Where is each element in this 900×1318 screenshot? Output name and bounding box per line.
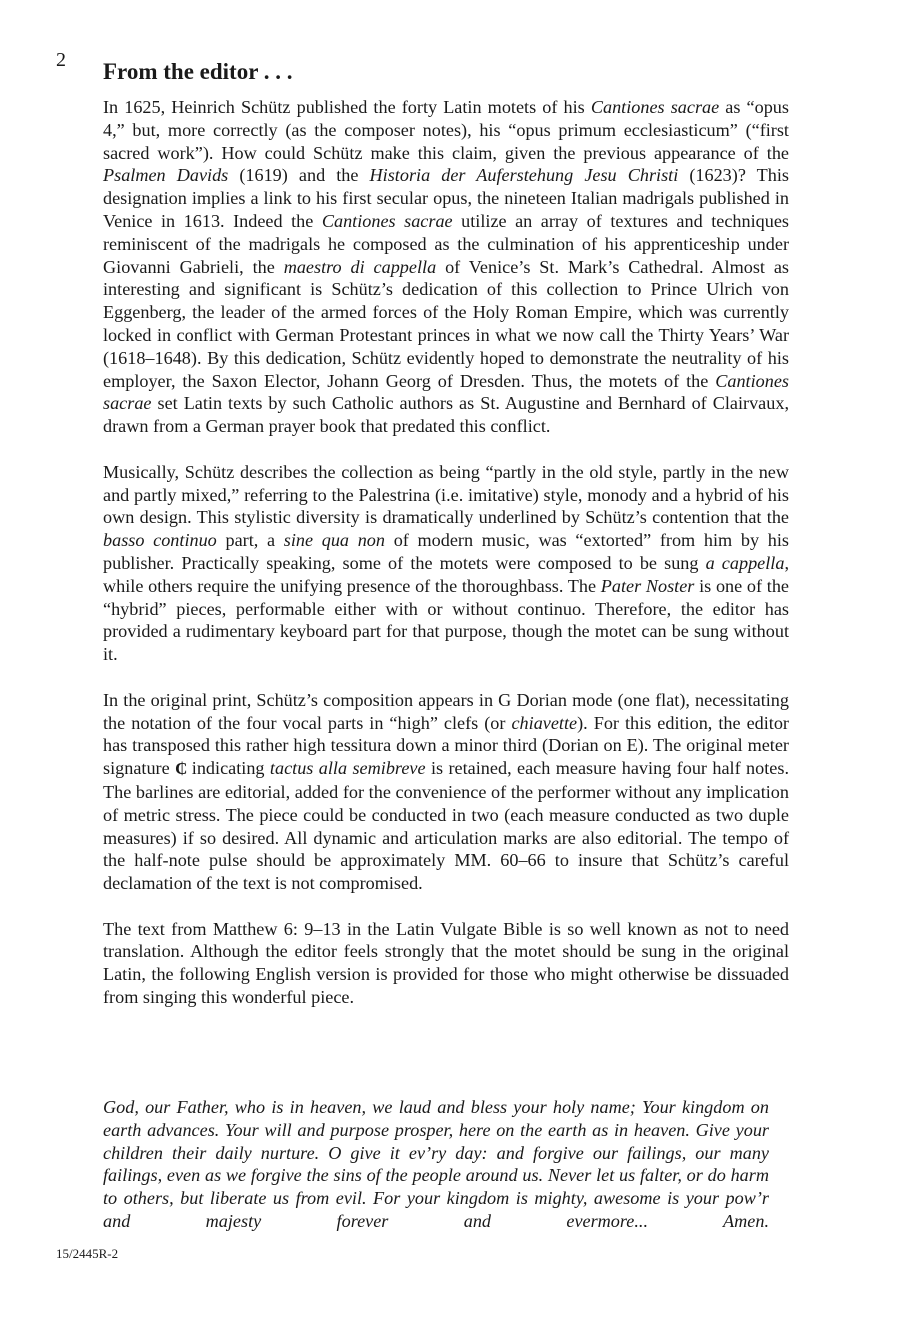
- italic-term: Historia der Auferstehung Jesu Christi: [369, 165, 679, 186]
- text-run: (1623)? This designation implies a link to his first secular opus, the nineteen Italian madrigals published in Venice in 1613. Indeed the: [103, 165, 789, 231]
- text-run: ). For this edition, the editor has transposed this rather high tessitura down a minor third (Dorian on E). The original meter signature: [103, 712, 789, 779]
- text-run: indicating: [186, 758, 270, 779]
- english-translation: God, our Father, who is in heaven, we laud and bless your holy name; Your kingdom on earth advances. Your will and purpose prosper, here on the earth as in heaven. Give your children their daily nurture. O give it ev’ry day: and forgive our failings, our many failings, even as we forgive the sins of the people around us. Never let us falter, or do harm to others, but liberate us from evil. For your kingdom is mighty, awesome is your pow’r and majesty forever and evermore... Amen.: [103, 1097, 769, 1231]
- italic-term: maestro di cappella: [283, 256, 437, 277]
- text-run: set Latin texts by such Catholic authors as St. Augustine and Bernhard of Clairvaux, drawn from a German prayer book that predated this conflict.: [103, 393, 789, 437]
- italic-term: a cappella: [705, 552, 785, 573]
- text-run: part, a: [216, 530, 284, 551]
- italic-term: basso continuo: [103, 530, 217, 551]
- text-run: of Venice’s St. Mark’s Cathedral. Almost as interesting and significant is Schütz’s dedication of this collection to Prince Ulrich von Eggenberg, the leader of the armed forces of the Holy Roman Empire, which was currently locked in conflict with German Protestant princes in what we now call the Thirty Years’ War (1618–1648). By this dedication, Schütz evidently hoped to demonstrate the neutrality of his employer, the Saxon Elector, Johann Georg of Dresden. Thus, the motets of the: [103, 256, 790, 391]
- text-run: of modern music, was “extorted” from him by his publisher. Practically speaking, some of the motets were composed to be sung: [103, 530, 789, 573]
- italic-term: sine qua non: [283, 530, 385, 551]
- paragraph: [103, 689, 789, 895]
- italic-term: Pater Noster: [600, 575, 695, 596]
- italic-term: chiavette: [511, 712, 578, 733]
- paragraph: [103, 96, 789, 438]
- text-run: In 1625, Heinrich Schütz published the forty Latin motets of his: [103, 97, 591, 117]
- italic-term: tactus alla semibreve: [269, 758, 426, 779]
- italic-term: Cantiones sacrae: [590, 97, 720, 117]
- italic-term: Cantiones sacrae: [321, 210, 453, 231]
- page-number: 2: [56, 49, 66, 71]
- text-run: utilize an array of textures and techniques reminiscent of the madrigals he composed as the culmination of his apprenticeship under Giovanni Gabrieli, the: [103, 210, 789, 277]
- text-run: as “opus 4,” but, more correctly (as the composer notes), his “opus primum ecclesiasticum” (“first sacred work”). How could Schütz make this claim, given the previous appearance of the: [103, 97, 789, 163]
- catalog-number: 15/2445R-2: [56, 1246, 119, 1261]
- italic-term: Cantiones sacrae: [103, 370, 789, 414]
- text-run: The text from Matthew 6: 9–13 in the Latin Vulgate Bible is so well known as not to need translation. Although the editor feels strongly that the motet should be sung in the original Latin, the following English version is provided for those who might otherwise be dissuaded from singing this wonderful piece.: [103, 918, 789, 1008]
- text-run: Musically, Schütz describes the collection as being “partly in the old style, partly in the new and partly mixed,” referring to the Palestrina (i.e. imitative) style, monody and a hybrid of his own design. This stylistic diversity is dramatically underlined by Schütz’s contention that the: [103, 461, 789, 528]
- meter-signature-symbol: ₵: [175, 759, 187, 779]
- text-run: is one of the “hybrid” pieces, performable either with or without continuo. Therefore, the editor has provided a rudimentary keyboard part for that purpose, though the motet can be sung without it.: [103, 575, 789, 665]
- text-run: is retained, each measure having four half notes. The barlines are editorial, added for the convenience of the performer without any implication of metric stress. The piece could be conducted in two (each measure conducted as two duple measures) if so desired. All dynamic and articulation marks are also editorial. The tempo of the half-note pulse should be approximately MM. 60–66 to insure that Schütz’s careful declamation of the text is not compromised.: [103, 758, 789, 894]
- text-run: In the original print, Schütz’s composition appears in G Dorian mode (one flat), necessitating the notation of the four vocal parts in “high” clefs (or: [103, 689, 789, 733]
- editor-notes: [103, 96, 789, 1032]
- italic-term: Psalmen Davids: [103, 165, 229, 186]
- page-title: From the editor . . .: [103, 59, 293, 84]
- text-run: (1619) and the: [228, 165, 370, 186]
- text-run: , while others require the unifying presence of the thoroughbass. The: [103, 552, 789, 596]
- paragraph: [103, 918, 789, 1009]
- paragraph: [103, 461, 789, 666]
